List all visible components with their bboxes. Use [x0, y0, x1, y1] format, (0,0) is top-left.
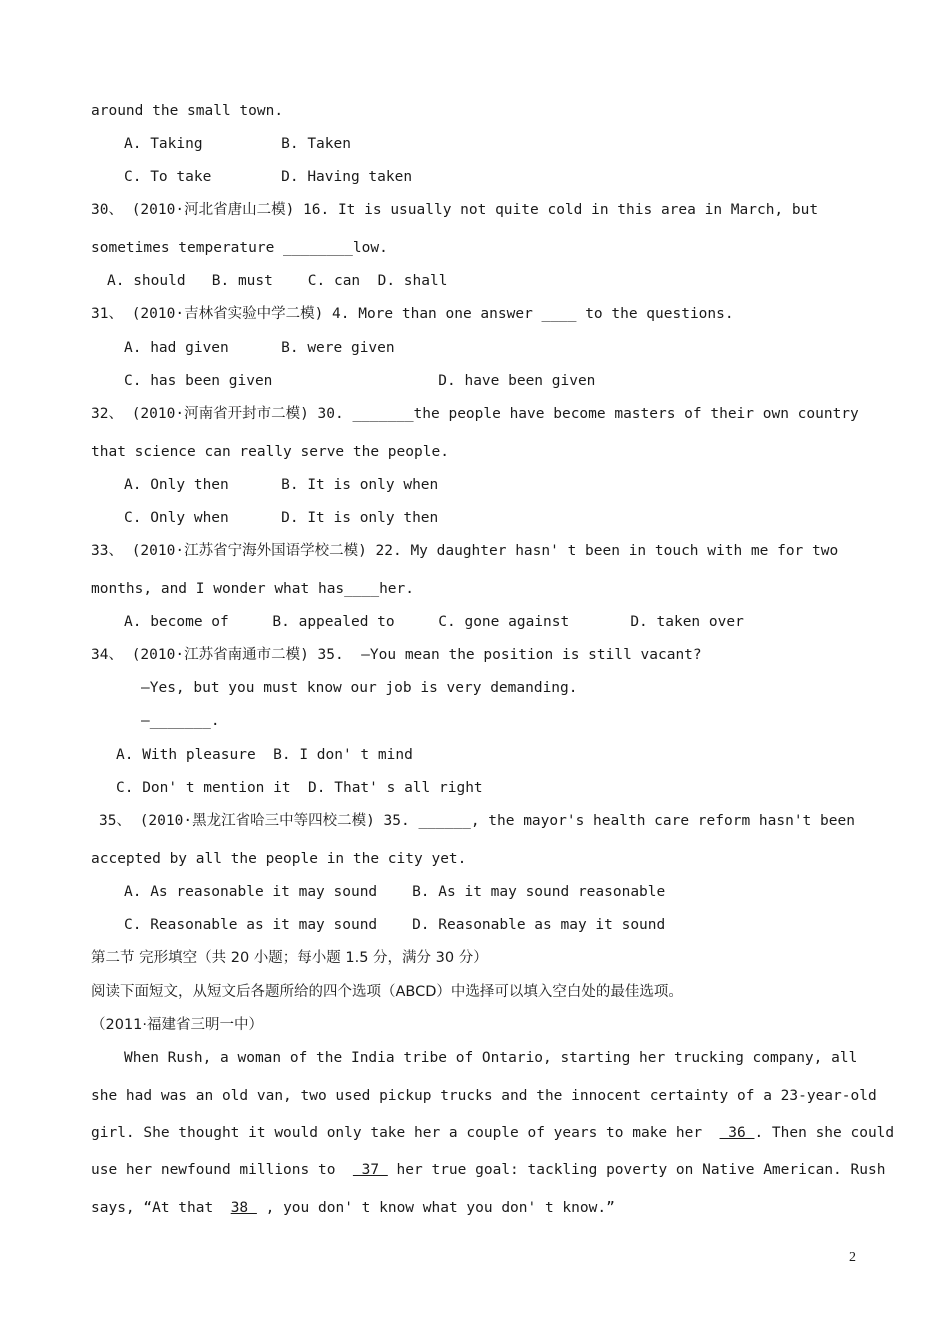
option-line: C. To take D. Having taken: [124, 169, 413, 185]
option-line: A. had given B. were given: [124, 340, 395, 356]
section-heading: 第二节 完形填空（共 20 小题；每小题 1.5 分，满分 30 分）: [91, 950, 488, 966]
passage-line: [91, 1124, 894, 1142]
option-line: C. Don' t mention it D. That' s all right: [116, 780, 483, 796]
text-line: sometimes temperature ________low.: [91, 240, 388, 256]
question-35: 35、 (2010·黑龙江省哈三中等四校二模) 35. ______, the mayor's health care reform hasn't been: [99, 813, 855, 829]
dialogue-line: —_______.: [141, 713, 220, 729]
blank-38: 38: [230, 1200, 257, 1216]
passage-text: says, “At that: [91, 1200, 231, 1216]
blank-37: 37: [352, 1162, 388, 1178]
option-line: A. become of B. appealed to C. gone against D. taken over: [124, 614, 744, 630]
text-line: accepted by all the people in the city yet.: [91, 851, 467, 867]
passage-line: When Rush, a woman of the India tribe of Ontario, starting her trucking company, all: [124, 1050, 858, 1066]
passage-text: . Then she could: [754, 1125, 895, 1141]
option-line: C. Only when D. It is only then: [124, 510, 439, 526]
blank-36: 36: [719, 1125, 755, 1141]
question-31: 31、 (2010·吉林省实验中学二模) 4. More than one answer ____ to the questions.: [91, 306, 734, 322]
text-line: that science can really serve the people.: [91, 444, 449, 460]
passage-line: [91, 1199, 615, 1217]
question-30: 30、 (2010·河北省唐山二模) 16. It is usually not quite cold in this area in March, but: [91, 202, 819, 218]
question-32: 32、 (2010·河南省开封市二模) 30. _______the people have become masters of their own country: [91, 406, 859, 422]
passage-line: she had was an old van, two used pickup trucks and the innocent certainty of a 23-year-old: [91, 1088, 877, 1104]
passage-text: her true goal: tackling poverty on Native American. Rush: [387, 1162, 886, 1178]
passage-text: , you don' t know what you don' t know.”: [256, 1200, 615, 1216]
option-line: A. As reasonable it may sound B. As it may sound reasonable: [124, 884, 666, 900]
text-line: months, and I wonder what has____her.: [91, 581, 415, 597]
option-line: A. Taking B. Taken: [124, 136, 351, 152]
passage-source: （2011·福建省三明一中）: [91, 1017, 264, 1033]
passage-text: girl. She thought it would only take her a couple of years to make her: [91, 1125, 720, 1141]
option-line: A. With pleasure B. I don' t mind: [116, 747, 413, 763]
dialogue-line: —Yes, but you must know our job is very demanding.: [141, 680, 578, 696]
text-line: around the small town.: [91, 103, 284, 119]
page-number: 2: [849, 1250, 856, 1265]
section-instructions: 阅读下面短文，从短文后各题所给的四个选项（ABCD）中选择可以填入空白处的最佳选项。: [91, 984, 683, 1000]
question-33: 33、 (2010·江苏省宁海外国语学校二模) 22. My daughter hasn' t been in touch with me for two: [91, 543, 839, 559]
option-line: C. has been given D. have been given: [124, 373, 596, 389]
passage-line: [91, 1161, 885, 1179]
option-line: A. Only then B. It is only when: [124, 477, 439, 493]
question-34: 34、 (2010·江苏省南通市二模) 35. —You mean the position is still vacant?: [91, 647, 702, 663]
option-line: C. Reasonable as it may sound D. Reasonable as may it sound: [124, 917, 666, 933]
option-line: A. should B. must C. can D. shall: [107, 273, 448, 289]
passage-text: use her newfound millions to: [91, 1162, 353, 1178]
